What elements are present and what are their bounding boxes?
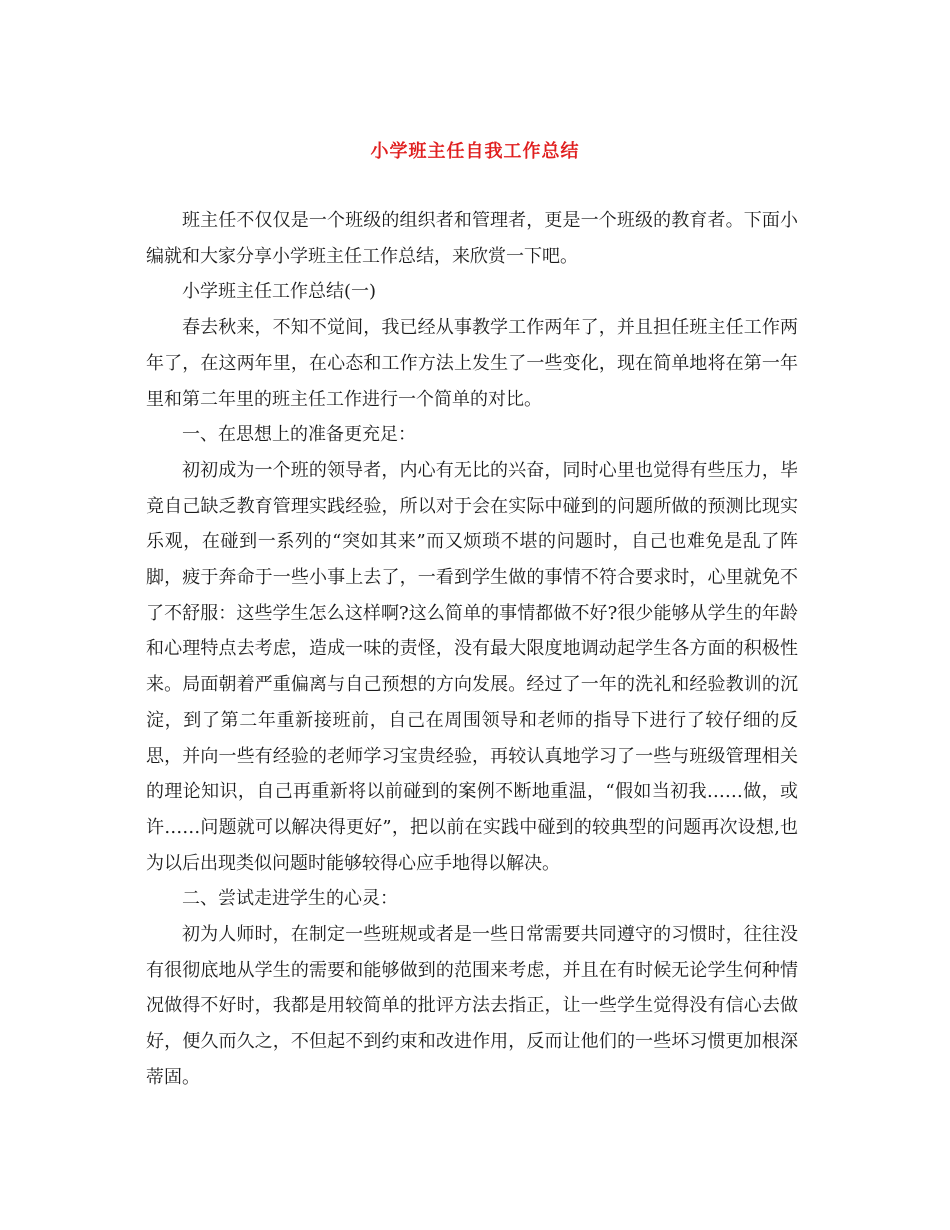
document-body <box>146 203 798 1096</box>
paragraph-student-hearts: 初为人师时，在制定一些班规或者是一些日常需要共同遵守的习惯时，往往没有很彻底地从学生的需要和能够做到的范围来考虑，并且在有时候无论学生何种情况做得不好时，我都是用较简单的批评方法去指正，让一些学生觉得没有信心去做好，便久而久之，不但起不到约束和改进作用，反而让他们的一些坏习惯更加根深蒂固。 <box>146 924 798 1088</box>
section-heading-student-hearts: 二、尝试走进学生的心灵： <box>182 888 398 910</box>
document-title: 小学班主任自我工作总结 <box>370 141 580 162</box>
section-heading-preparation: 一、在思想上的准备更充足： <box>182 424 416 446</box>
paragraph-overview: 春去秋来，不知不觉间，我已经从事教学工作两年了，并且担任班主任工作两年了，在这两年里，在心态和工作方法上发生了一些变化，现在简单地将在第一年里和第二年里的班主任工作进行一个简单的对比。 <box>146 317 798 410</box>
paragraph-preparation: 初初成为一个班的领导者，内心有无比的兴奋，同时心里也觉得有些压力，毕竟自己缺乏教育管理实践经验，所以对于会在实际中碰到的问题所做的预测比现实乐观，在碰到一系列的“突如其来”而又烦琐不堪的问题时，自己也难免是乱了阵脚，疲于奔命于一些小事上去了，一看到学生做的事情不符合要求时，心里就免不了不舒服：这些学生怎么这样啊?这么简单的事情都做不好?很少能够从学生的年龄和心理特点去考虑，造成一味的责怪，没有最大限度地调动起学生各方面的积极性来。局面朝着严重偏离与自己预想的方向发展。经过了一年的洗礼和经验教训的沉淀，到了第二年重新接班前，自己在周围领导和老师的指导下进行了较仔细的反思，并向一些有经验的老师学习宝贵经验，再较认真地学习了一些与班级管理相关的理论知识，自己再重新将以前碰到的案例不断地重温，“假如当初我……做，或许……问题就可以解决得更好”，把以前在实践中碰到的较典型的问题再次设想,也为以后出现类似问题时能够较得心应手地得以解决。 <box>146 459 798 874</box>
paragraph-intro: 班主任不仅仅是一个班级的组织者和管理者，更是一个班级的教育者。下面小编就和大家分享小学班主任工作总结，来欣赏一下吧。 <box>146 210 798 267</box>
section-heading-summary-one: 小学班主任工作总结(一) <box>182 281 377 303</box>
